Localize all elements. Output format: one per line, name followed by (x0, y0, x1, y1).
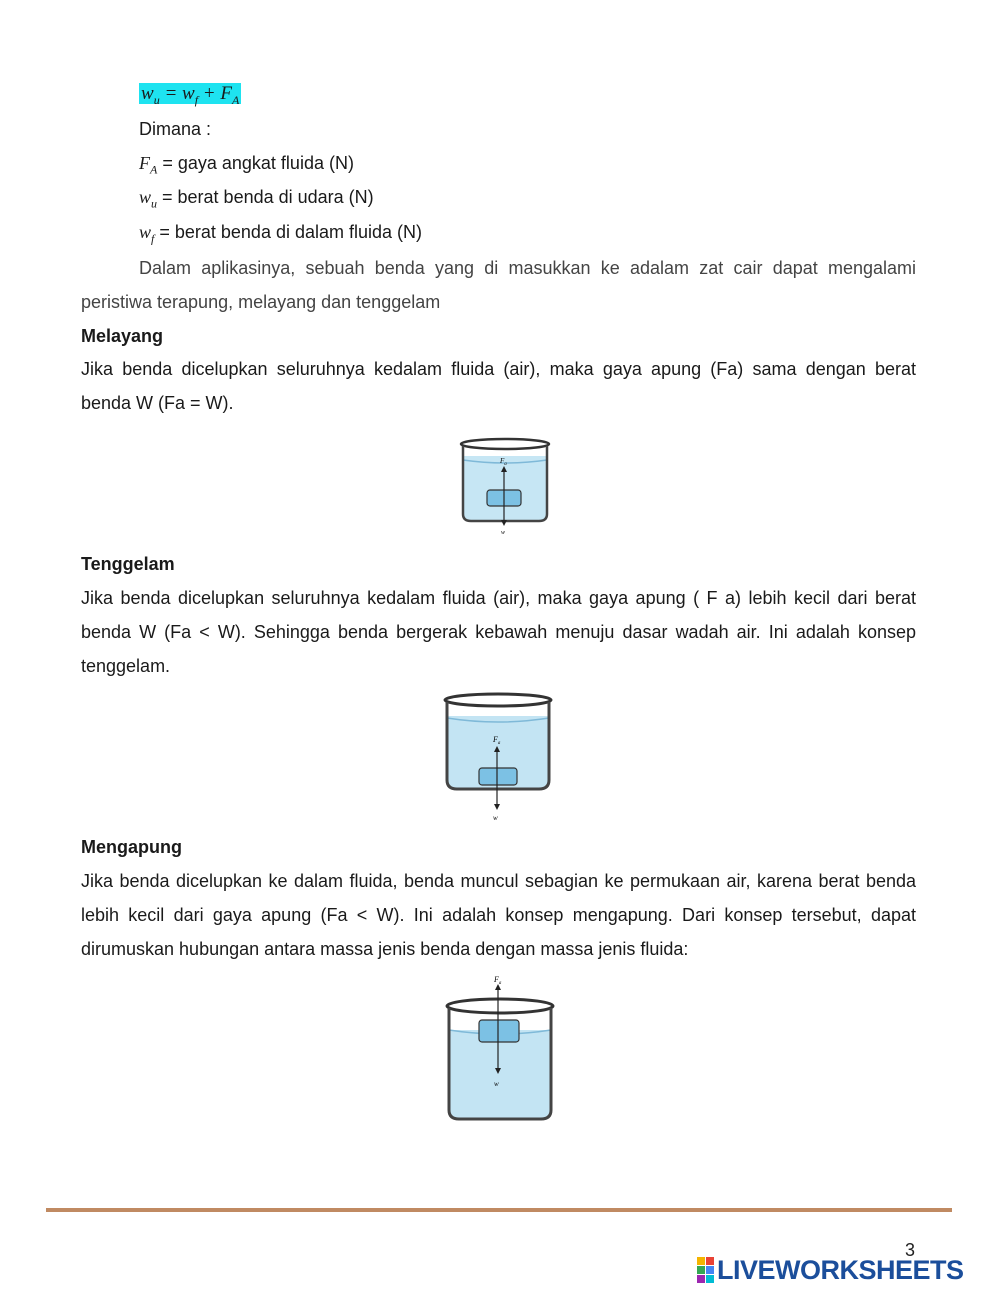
beaker-tenggelam-diagram (435, 688, 560, 823)
formula-highlight: $w_u = w_f + F_A$ (141, 83, 240, 107)
w-label: w (501, 530, 506, 536)
beaker-rim (447, 999, 553, 1013)
definition-wu: $w_u$ = berat benda di udara (N) (139, 187, 374, 211)
page-number: 3 (905, 1240, 916, 1260)
definition-wf: $w_f$ = berat benda di dalam fluida (N) (139, 222, 423, 246)
beaker-mengapung-diagram (437, 968, 562, 1136)
heading-mengapung: Mengapung (81, 837, 182, 857)
water-fill (449, 1030, 551, 1118)
dimana-label: Dimana : (139, 119, 212, 139)
object-block (479, 1020, 519, 1042)
logo-text: LIVEWORKSHEETS (717, 1254, 964, 1285)
footer-divider (46, 1208, 952, 1212)
definition-fa: $F_A$ = gaya angkat fluida (N) (139, 153, 354, 177)
beaker-rim (445, 694, 551, 706)
fa-label: $F_a$ (494, 975, 502, 986)
w-arrow-down (501, 520, 507, 526)
beaker-melayang-diagram (453, 434, 553, 539)
heading-tenggelam: Tenggelam (81, 554, 175, 574)
heading-melayang: Melayang (81, 326, 164, 346)
w-arrow-down (494, 804, 500, 810)
paragraph-tenggelam: Jika benda dicelupkan seluruhnya kedalam fluida (air), maka gaya apung ( F a) lebih kecil dari berat benda W (Fa < W). Sehingga benda bergerak kebawah menuju dasar wadah air. Ini adalah konsep tenggelam. (81, 588, 916, 676)
paragraph-mengapung: Jika benda dicelupkan ke dalam fluida, benda muncul sebagian ke permukaan air, karena berat benda lebih kecil dari gaya apung (Fa < W). Ini adalah konsep mengapung. Dari konsep tersebut, dapat dirumuskan hubungan antara massa jenis benda dengan massa jenis fluida: (81, 871, 916, 959)
logo-blocks-icon (697, 1257, 714, 1283)
fa-label: $F_a$ (500, 457, 507, 467)
liveworksheets-logo[interactable] (697, 1254, 964, 1286)
object-block (479, 768, 517, 785)
intro-paragraph: Dalam aplikasinya, sebuah benda yang di masukkan ke adalam zat cair dapat mengalami peristiwa terapung, melayang dan tenggelam (81, 258, 916, 312)
paragraph-melayang: Jika benda dicelupkan seluruhnya kedalam fluida (air), maka gaya apung (Fa) sama dengan berat benda W (Fa = W). (81, 359, 916, 413)
fa-label: $F_a$ (493, 735, 501, 746)
w-label: w (493, 814, 498, 822)
main-formula (139, 82, 241, 112)
w-label: w (494, 1080, 499, 1088)
beaker-rim (461, 439, 549, 449)
